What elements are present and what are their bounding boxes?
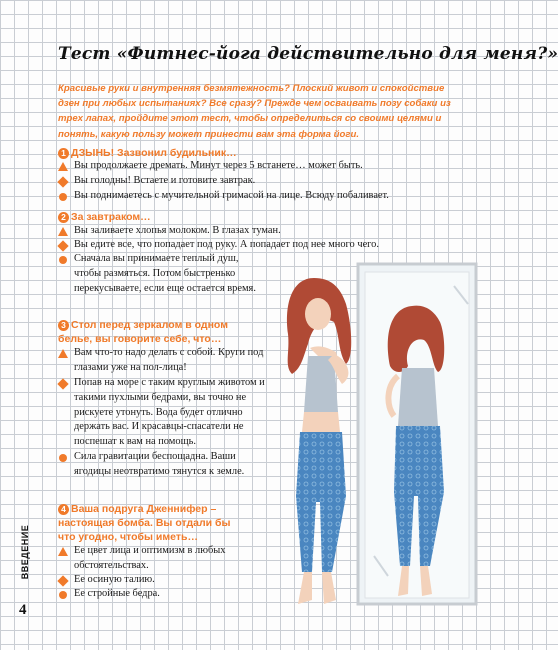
answer-text: Вы продолжаете дремать. Минут через 5 встанете… может быть. (74, 160, 363, 171)
circle-marker-icon (59, 256, 67, 264)
circle-marker-icon (59, 193, 67, 201)
answer-text: Вы поднимаетесь с мучительной гримасой на лице. Всюду побаливает. (74, 190, 389, 201)
answer-item (58, 376, 270, 450)
answer-text: Вам что-то надо делать с собой. Круги под глазами уже на пол-лица! (74, 347, 264, 373)
page-number: 4 (19, 602, 27, 618)
question-title: ДЗЫНЬ! Зазвонил будильник… (71, 147, 237, 159)
answer-item (58, 189, 478, 204)
intro-paragraph: Красивые руки и внутренняя безмятежность? Плоский живот и спокойствие дзен при любых испытаниях? Все сразу? Прежде чем осваивать позу собаки из трех лапах, пройдите этот тест, чтобы определиться со своими целями и понять, какую пользу может принести вам эта форма йоги. (58, 83, 451, 140)
circle-marker-icon (59, 454, 67, 462)
answer-text: Вы едите все, что попадает под руку. А попадает под нее много чего. (74, 239, 379, 250)
answer-item (58, 573, 263, 588)
triangle-marker-icon (58, 162, 68, 171)
answer-text: Вы заливаете хлопья молоком. В глазах туман. (74, 225, 281, 236)
answer-item (58, 450, 270, 480)
question-number-badge: 2 (58, 212, 69, 223)
answer-text: Попав на море с таким круглым животом и такими пухлыми бедрами, вы точно не рискуете утонуть. Вода будет отлично держать вас. И красавцы-спасатели не поспешат к вам на помощь. (74, 377, 265, 448)
question-title: Стол перед зеркалом в одном белье, вы говорите себе, что… (58, 319, 228, 345)
page-title: Тест «Фитнес-йога действительно для меня?» (58, 44, 558, 64)
answer-text: Сначала вы принимаете теплый душ, чтобы размяться. Потом быстренько перекусываете, если еще остается время. (74, 253, 256, 294)
woman-figure (287, 278, 351, 604)
triangle-marker-icon (58, 349, 68, 358)
question-2-heading (58, 210, 388, 224)
section-side-label (19, 524, 31, 581)
question-title: Ваша подруга Дженнифер – настоящая бомба. Вы отдали бы что угодно, чтобы иметь… (58, 503, 231, 543)
question-3-heading (58, 318, 263, 346)
answer-text: Ее стройные бедра. (74, 588, 160, 599)
answer-text: Вы голодны! Встаете и готовите завтрак. (74, 175, 256, 186)
question-number-badge: 1 (58, 148, 69, 159)
question-number-badge: 4 (58, 504, 69, 515)
answer-item (58, 252, 266, 296)
woman-mirror-illustration (262, 256, 484, 618)
answer-item (58, 346, 270, 376)
triangle-marker-icon (58, 227, 68, 236)
answer-item (58, 224, 478, 239)
answer-text: Сила гравитации беспощадна. Ваши ягодицы неотвратимо тянутся к земле. (74, 451, 245, 477)
circle-marker-icon (59, 591, 67, 599)
section-label-text: ВВЕДЕНИЕ (20, 524, 31, 580)
triangle-marker-icon (58, 547, 68, 556)
answer-item (58, 159, 478, 174)
answer-item (58, 174, 478, 189)
question-4-heading (58, 502, 238, 544)
answer-item (58, 587, 263, 602)
answer-item (58, 544, 263, 574)
answer-text: Ее осиную талию. (74, 574, 155, 585)
answer-item (58, 238, 478, 253)
question-1-heading (58, 146, 388, 160)
answer-text: Ее цвет лица и оптимизм в любых обстоятельствах. (74, 545, 226, 571)
question-number-badge: 3 (58, 320, 69, 331)
question-title: За завтраком… (71, 211, 151, 223)
